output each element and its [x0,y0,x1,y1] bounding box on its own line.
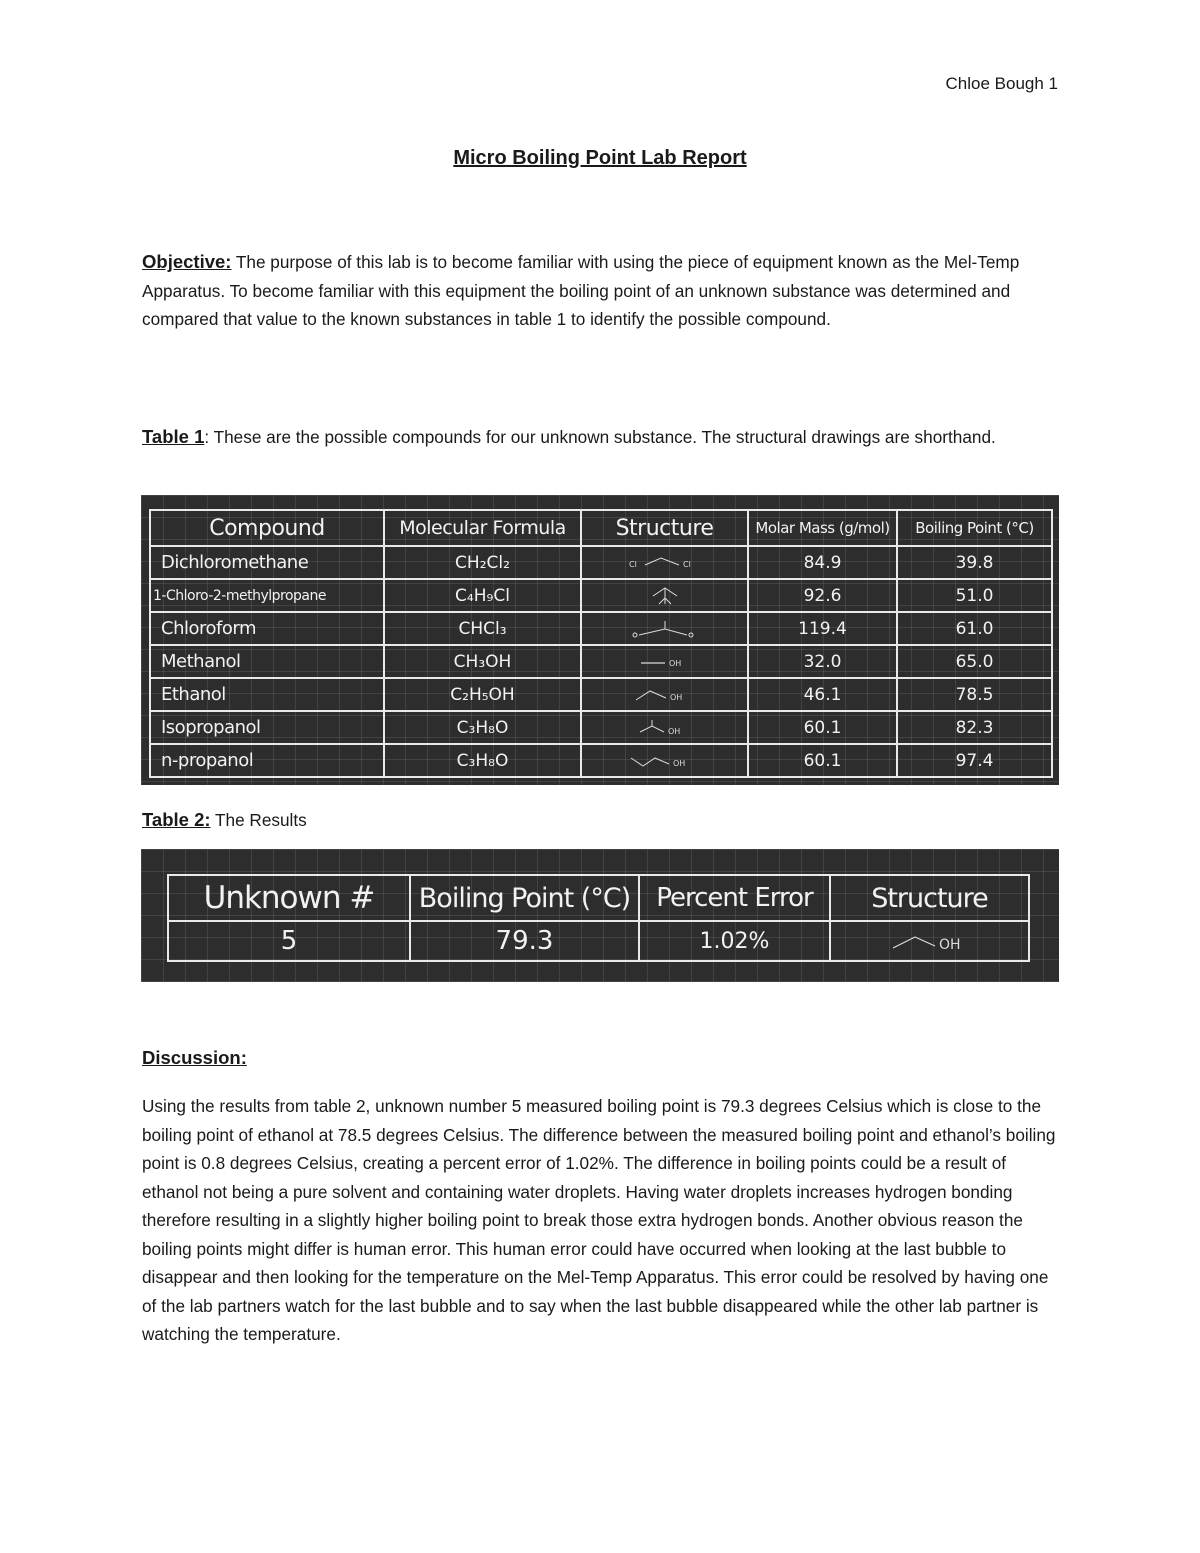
molar-mass: 60.1 [748,744,897,777]
objective-text: The purpose of this lab is to become familiar with using the piece of equipment known as the Mel-Temp Apparatus. To become familiar with this equipment the boiling point of an unknown substance was determined and compared that value to the known substances in table 1 to identify the possible compound. [142,252,1020,329]
table2-label: Table 2: [142,809,211,830]
oh-label: OH [667,726,680,736]
molar-mass: 60.1 [748,711,897,744]
table-header-row [150,510,1052,546]
table-row [150,579,1052,612]
table2-caption-text: The Results [210,810,307,830]
structure-drawing-icon [581,678,748,711]
molar-mass: 119.4 [748,612,897,645]
molar-mass: 32.0 [748,645,897,678]
molar-mass: 84.9 [748,546,897,579]
table-row [150,612,1052,645]
molecular-formula: C₂H₅OH [384,678,581,711]
table1-caption [142,423,1062,452]
table-row [168,921,1029,961]
compound-name: Isopropanol [150,711,384,744]
cl-label: Cl [628,559,637,569]
boiling-point: 97.4 [897,744,1052,777]
header-structure: Structure [830,875,1029,921]
boiling-point: 39.8 [897,546,1052,579]
table1-chalkboard-image [141,495,1059,785]
table-row [150,645,1052,678]
boiling-point: 51.0 [897,579,1052,612]
table-row [150,711,1052,744]
compound-name: Chloroform [150,612,384,645]
table1-caption-text: : These are the possible compounds for our unknown substance. The structural drawings are shorthand. [204,427,996,447]
table-row [150,546,1052,579]
oh-label: OH [938,937,961,953]
header-boiling-point: Boiling Point (°C) [410,875,639,921]
boiling-point: 82.3 [897,711,1052,744]
structure-drawing-icon [581,645,748,678]
compound-name: Ethanol [150,678,384,711]
header-boiling-point: Boiling Point (°C) [897,510,1052,546]
molecular-formula: C₃H₈O [384,744,581,777]
cl-label: Cl [682,559,691,569]
discussion-paragraph: Using the results from table 2, unknown number 5 measured boiling point is 79.3 degrees Celsius which is close to the boiling point of ethanol at 78.5 degrees Celsius. The difference between the measured boiling point and ethanol’s boiling point is 0.8 degrees Celsius, creating a percent error of 1.02%. The difference in boiling points could be a result of ethanol not being a pure solvent and containing water droplets. Having water droplets increases hydrogen bonding therefore resulting in a slightly higher boiling point to break those extra hydrogen bonds. Another obvious reason the boiling points might differ is human error. This human error could have occurred when looking at the last bubble to disappear and then looking for the temperature on the Mel-Temp Apparatus. This error could be resolved by having one of the lab partners watch for the last bubble and to say when the last bubble disappeared while the other lab partner is watching the temperature. [142,1096,1056,1344]
header-percent-error: Percent Error [639,875,830,921]
boiling-point: 61.0 [897,612,1052,645]
molecular-formula: CHCl₃ [384,612,581,645]
compound-name: Methanol [150,645,384,678]
oh-label: OH [669,692,682,702]
table-row [150,678,1052,711]
objective-label: Objective: [142,251,232,272]
compound-name: Dichloromethane [150,546,384,579]
table2-chalkboard-image [141,849,1059,982]
oh-label: OH [672,758,685,768]
molecular-formula: C₄H₉Cl [384,579,581,612]
molar-mass: 46.1 [748,678,897,711]
molecular-formula: CH₃OH [384,645,581,678]
percent-error: 1.02% [639,921,830,961]
molar-mass: 92.6 [748,579,897,612]
compound-name: n-propanol [150,744,384,777]
oh-label: OH [668,658,681,668]
header-molar-mass: Molar Mass (g/mol) [748,510,897,546]
compounds-table [149,509,1053,778]
structure-drawing-icon [581,744,748,777]
molecular-formula: C₃H₈O [384,711,581,744]
structure-drawing-icon [581,579,748,612]
structure-drawing-icon [581,612,748,645]
table-header-row [168,875,1029,921]
table1-label: Table 1 [142,426,205,447]
header-unknown-number: Unknown # [168,875,410,921]
page-header-author: Chloe Bough 1 [945,74,1058,93]
header-compound: Compound [150,510,384,546]
discussion-heading: Discussion: [142,1047,247,1068]
header-molecular-formula: Molecular Formula [384,510,581,546]
header-structure: Structure [581,510,748,546]
compound-name: 1-Chloro-2-methylpropane [150,579,384,612]
page-title: Micro Boiling Point Lab Report [453,147,747,169]
structure-drawing-icon [581,546,748,579]
unknown-number: 5 [168,921,410,961]
structure-drawing-icon [581,711,748,744]
results-table [167,874,1030,962]
table-row [150,744,1052,777]
table2-caption [142,806,1062,835]
boiling-point: 65.0 [897,645,1052,678]
measured-boiling-point: 79.3 [410,921,639,961]
boiling-point: 78.5 [897,678,1052,711]
molecular-formula: CH₂Cl₂ [384,546,581,579]
structure-drawing-icon [830,921,1029,961]
objective-paragraph [142,248,1062,334]
